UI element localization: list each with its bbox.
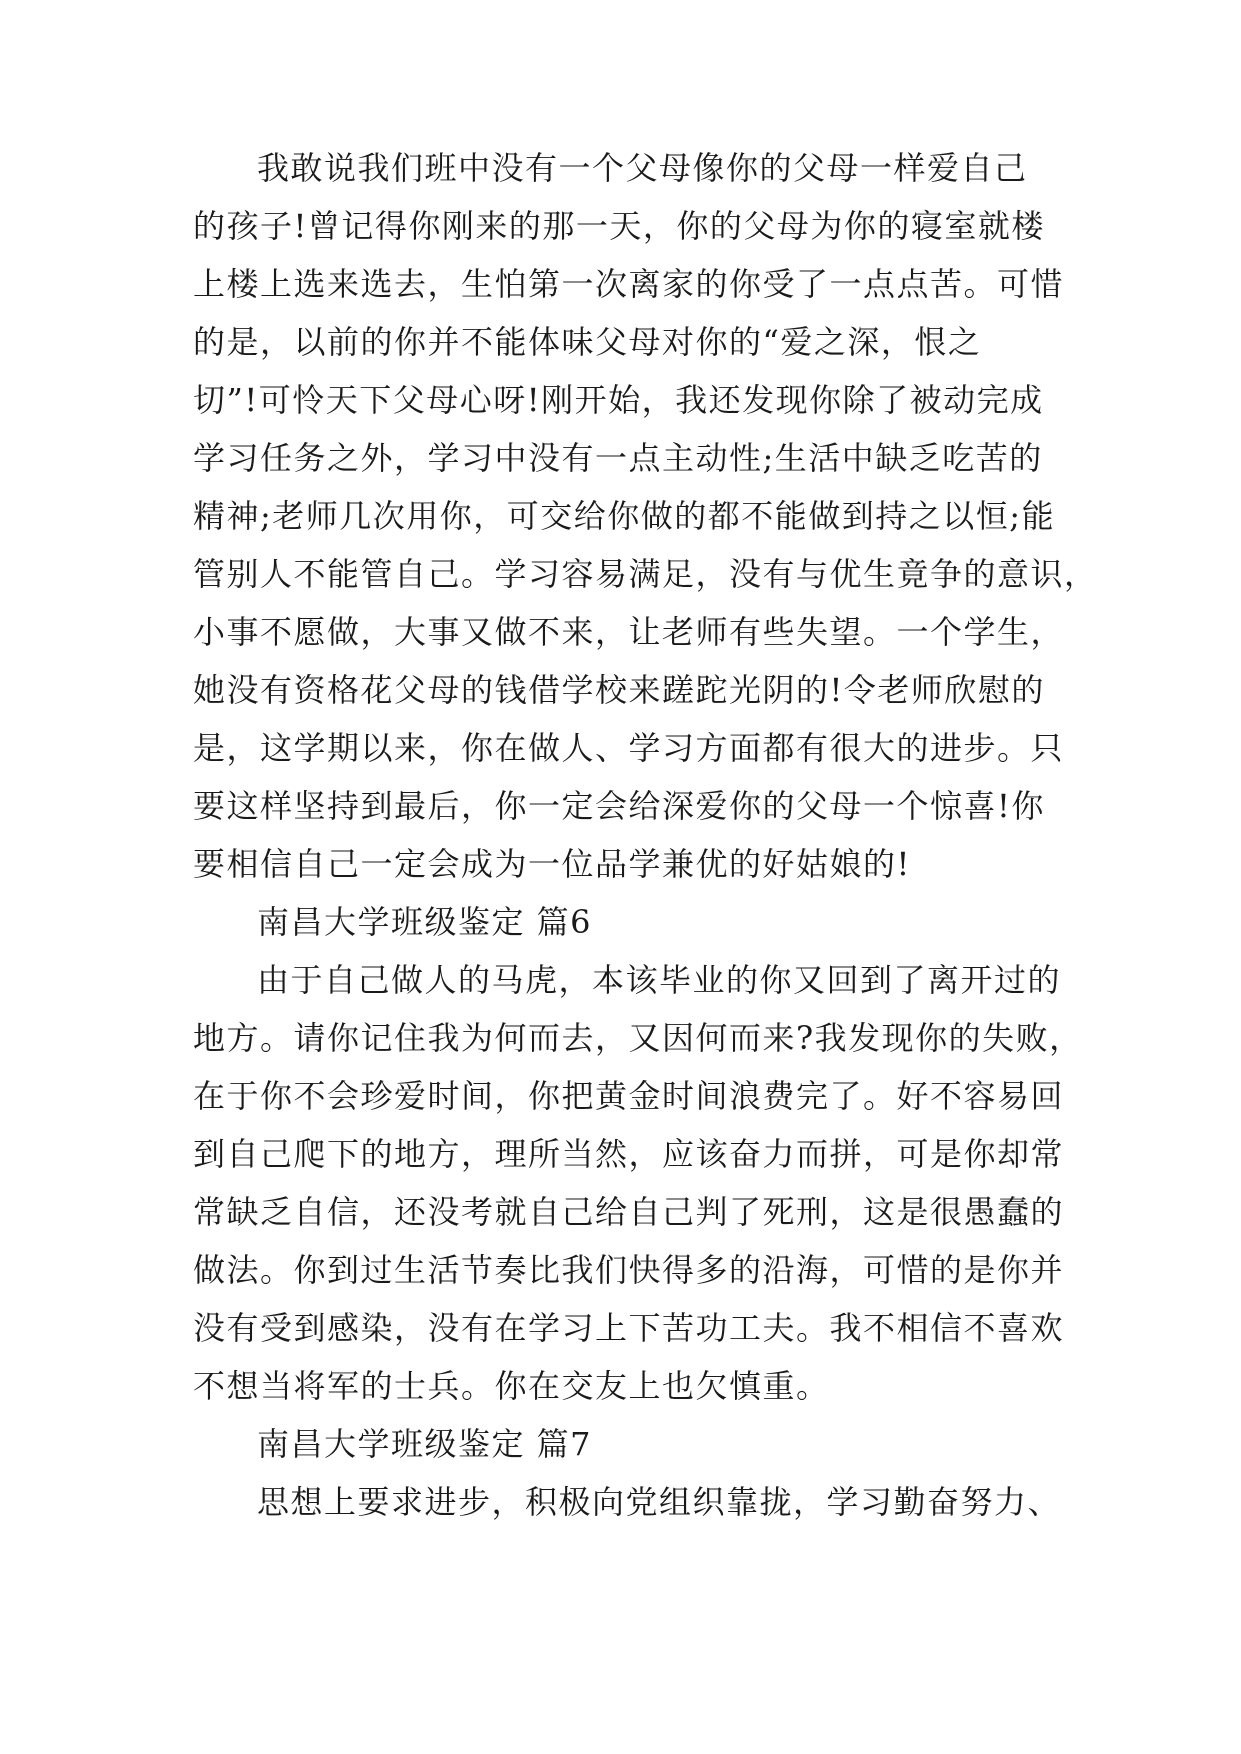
paragraph-line: 要这样坚持到最后，你一定会给深爱你的父母一个惊喜!你 <box>193 787 1045 825</box>
paragraph-line: 小事不愿做，大事又做不来，让老师有些失望。一个学生， <box>193 613 1065 651</box>
paragraph-line: 我敢说我们班中没有一个父母像你的父母一样爱自己 <box>257 149 1028 187</box>
paragraph-line: 学习任务之外，学习中没有一点主动性;生活中缺乏吃苦的 <box>193 439 1043 477</box>
paragraph-line: 不想当将军的士兵。你在交友上也欠慎重。 <box>193 1367 830 1405</box>
paragraph-line: 由于自己做人的马虎，本该毕业的你又回到了离开过的 <box>257 961 1062 999</box>
paragraph-line: 管别人不能管自己。学习容易满足，没有与优生竟争的意识， <box>193 555 1098 593</box>
paragraph-line: 做法。你到过生活节奏比我们快得多的沿海，可惜的是你并 <box>193 1251 1065 1289</box>
paragraph-line: 切”!可怜天下父母心呀!刚开始，我还发现你除了被动完成 <box>193 381 1044 419</box>
section-heading: 南昌大学班级鉴定 篇7 <box>257 1425 593 1463</box>
paragraph-line: 到自己爬下的地方，理所当然，应该奋力而拼，可是你却常 <box>193 1135 1065 1173</box>
paragraph-line: 在于你不会珍爱时间，你把黄金时间浪费完了。好不容易回 <box>193 1077 1065 1115</box>
paragraph-line: 地方。请你记住我为何而去，又因何而来?我发现你的失败， <box>193 1019 1083 1057</box>
paragraph-line: 常缺乏自信，还没考就自己给自己判了死刑，这是很愚蠢的 <box>193 1193 1065 1231</box>
paragraph-line: 上楼上选来选去，生怕第一次离家的你受了一点点苦。可惜 <box>193 265 1065 303</box>
paragraph-line: 思想上要求进步，积极向党组织靠拢，学习勤奋努力、 <box>257 1483 1062 1521</box>
paragraph-line: 她没有资格花父母的钱借学校来蹉跎光阴的!令老师欣慰的 <box>193 671 1045 709</box>
paragraph-line: 没有受到感染，没有在学习上下苦功工夫。我不相信不喜欢 <box>193 1309 1065 1347</box>
paragraph-line: 的孩子!曾记得你刚来的那一天，你的父母为你的寝室就楼 <box>193 207 1045 245</box>
paragraph-line: 要相信自己一定会成为一位品学兼优的好姑娘的! <box>193 845 911 883</box>
paragraph-line: 的是，以前的你并不能体味父母对你的“爱之深，恨之 <box>193 323 982 361</box>
section-heading: 南昌大学班级鉴定 篇6 <box>257 903 593 941</box>
paragraph-line: 精神;老师几次用你，可交给你做的都不能做到持之以恒;能 <box>193 497 1056 535</box>
paragraph-line: 是，这学期以来，你在做人、学习方面都有很大的进步。只 <box>193 729 1065 767</box>
